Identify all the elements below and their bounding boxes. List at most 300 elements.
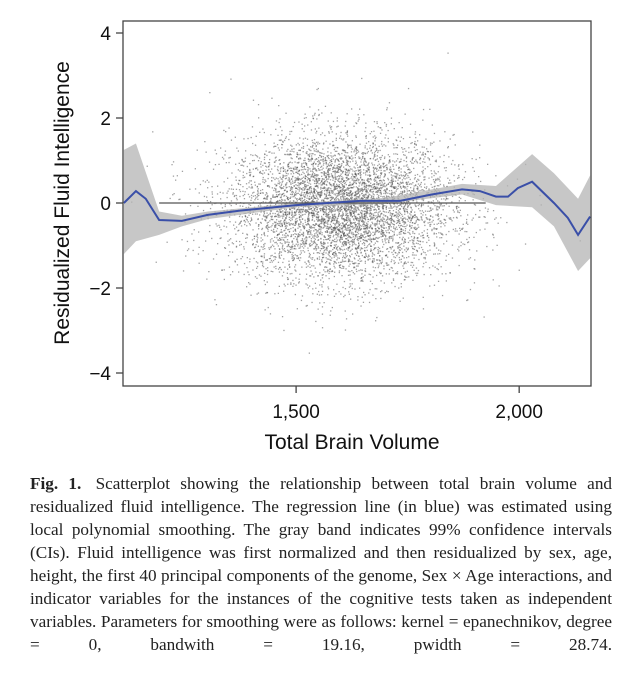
scatter-point <box>331 257 332 258</box>
scatter-point <box>309 264 310 265</box>
scatter-point <box>347 134 348 135</box>
scatter-point <box>371 210 372 211</box>
scatter-point <box>393 280 394 281</box>
scatter-point <box>318 164 319 165</box>
scatter-point <box>250 154 251 155</box>
scatter-point <box>298 182 299 183</box>
scatter-point <box>374 224 375 225</box>
scatter-point <box>314 180 315 181</box>
scatter-point <box>407 271 408 272</box>
scatter-point <box>366 256 367 257</box>
scatter-point <box>236 241 237 242</box>
scatter-point <box>449 206 450 207</box>
scatter-point <box>293 148 294 149</box>
scatter-point <box>327 242 328 243</box>
scatter-point <box>278 239 279 240</box>
scatter-point <box>291 146 292 147</box>
scatter-point <box>405 261 406 262</box>
scatter-point <box>414 270 415 271</box>
scatter-point <box>389 273 390 274</box>
scatter-point <box>347 152 348 153</box>
scatter-point <box>424 274 425 275</box>
scatter-point <box>291 192 292 193</box>
scatter-point <box>318 128 319 129</box>
scatter-point <box>326 167 327 168</box>
scatter-point <box>380 219 381 220</box>
scatter-point <box>309 234 310 235</box>
scatter-point <box>339 247 340 248</box>
scatter-point <box>314 259 315 260</box>
scatter-point <box>247 138 248 139</box>
scatter-point <box>248 282 249 283</box>
scatter-point <box>422 241 423 242</box>
scatter-point <box>348 189 349 190</box>
scatter-point <box>327 224 328 225</box>
scatter-point <box>381 157 382 158</box>
scatter-point <box>431 176 432 177</box>
scatter-point <box>280 220 281 221</box>
scatter-point <box>370 145 371 146</box>
scatter-point <box>422 210 423 211</box>
scatter-point <box>258 218 259 219</box>
scatter-point <box>294 193 295 194</box>
scatter-point <box>355 207 356 208</box>
scatter-point <box>412 209 413 210</box>
scatter-point <box>353 151 354 152</box>
scatter-point <box>319 256 320 257</box>
scatter-point <box>385 292 386 293</box>
scatter-point <box>339 291 340 292</box>
scatter-point <box>310 198 311 199</box>
scatter-point <box>374 135 375 136</box>
scatter-point <box>332 206 333 207</box>
scatter-point <box>362 156 363 157</box>
scatter-point <box>325 232 326 233</box>
scatter-point <box>252 214 253 215</box>
scatter-point <box>400 247 401 248</box>
scatter-point <box>188 248 189 249</box>
scatter-point <box>305 222 306 223</box>
scatter-point <box>436 233 437 234</box>
scatter-point <box>258 226 259 227</box>
scatter-point <box>402 127 403 128</box>
scatter-point <box>430 210 431 211</box>
scatter-point <box>318 183 319 184</box>
scatter-point <box>337 186 338 187</box>
scatter-point <box>268 162 269 163</box>
scatter-point <box>366 194 367 195</box>
scatter-point <box>211 238 212 239</box>
scatter-point <box>285 113 286 114</box>
scatter-point <box>267 259 268 260</box>
scatter-point <box>388 138 389 139</box>
scatter-point <box>367 175 368 176</box>
scatter-point <box>375 238 376 239</box>
scatter-point <box>342 243 343 244</box>
scatter-point <box>464 177 465 178</box>
scatter-point <box>366 192 367 193</box>
scatter-point <box>249 169 250 170</box>
scatter-point <box>369 227 370 228</box>
scatter-point <box>273 240 274 241</box>
scatter-point <box>324 267 325 268</box>
scatter-point <box>227 241 228 242</box>
scatter-point <box>236 198 237 199</box>
scatter-point <box>420 163 421 164</box>
scatter-point <box>290 154 291 155</box>
scatter-point <box>348 156 349 157</box>
scatter-point <box>258 117 259 118</box>
scatter-point <box>274 253 275 254</box>
scatter-point <box>403 160 404 161</box>
scatter-point <box>342 172 343 173</box>
scatter-point <box>328 246 329 247</box>
scatter-point <box>356 162 357 163</box>
scatter-point <box>407 193 408 194</box>
scatter-point <box>434 133 435 134</box>
scatter-point <box>405 204 406 205</box>
scatter-point <box>372 283 373 284</box>
scatter-point <box>479 210 480 211</box>
scatter-point <box>349 247 350 248</box>
scatter-point <box>340 198 341 199</box>
scatter-point <box>493 210 494 211</box>
scatter-point <box>433 228 434 229</box>
scatter-point <box>318 291 319 292</box>
scatter-point <box>359 109 360 110</box>
scatter-point <box>479 145 480 146</box>
scatter-point <box>286 242 287 243</box>
scatter-point <box>316 244 317 245</box>
scatter-point <box>494 219 495 220</box>
scatter-point <box>242 165 243 166</box>
scatter-point <box>307 284 308 285</box>
scatter-point <box>358 117 359 118</box>
scatter-point <box>457 178 458 179</box>
scatter-point <box>292 193 293 194</box>
scatter-point <box>375 167 376 168</box>
scatter-point <box>311 157 312 158</box>
scatter-point <box>312 192 313 193</box>
scatter-point <box>312 288 313 289</box>
scatter-point <box>379 206 380 207</box>
scatter-point <box>324 237 325 238</box>
scatter-point <box>379 190 380 191</box>
scatter-point <box>391 252 392 253</box>
scatter-point <box>254 236 255 237</box>
scatter-point <box>400 250 401 251</box>
scatter-point <box>390 212 391 213</box>
scatter-point <box>335 159 336 160</box>
scatter-point <box>258 193 259 194</box>
scatter-point <box>316 200 317 201</box>
scatter-point <box>352 245 353 246</box>
scatter-point <box>405 219 406 220</box>
scatter-point <box>265 181 266 182</box>
scatter-point <box>342 249 343 250</box>
scatter-point <box>306 198 307 199</box>
scatter-point <box>216 223 217 224</box>
scatter-point <box>296 234 297 235</box>
scatter-point <box>217 186 218 187</box>
scatter-point <box>430 142 431 143</box>
scatter-point <box>298 212 299 213</box>
scatter-point <box>212 204 213 205</box>
scatter-point <box>308 216 309 217</box>
scatter-point <box>330 179 331 180</box>
scatter-point <box>486 246 487 247</box>
scatter-point <box>238 271 239 272</box>
scatter-point <box>231 140 232 141</box>
scatter-point <box>289 178 290 179</box>
scatter-point <box>383 166 384 167</box>
scatter-point <box>480 181 481 182</box>
scatter-point <box>304 185 305 186</box>
scatter-point <box>353 267 354 268</box>
scatter-point <box>252 229 253 230</box>
scatter-point <box>388 183 389 184</box>
scatter-point <box>402 265 403 266</box>
scatter-point <box>240 191 241 192</box>
scatter-point <box>422 173 423 174</box>
scatter-point <box>353 222 354 223</box>
scatter-point <box>438 232 439 233</box>
scatter-point <box>369 258 370 259</box>
scatter-point <box>286 187 287 188</box>
scatter-point <box>351 233 352 234</box>
scatter-point <box>476 250 477 251</box>
scatter-point <box>293 260 294 261</box>
scatter-point <box>288 250 289 251</box>
scatter-point <box>252 126 253 127</box>
scatter-point <box>428 188 429 189</box>
scatter-point <box>337 249 338 250</box>
scatter-point <box>362 188 363 189</box>
scatter-point <box>338 126 339 127</box>
scatter-point <box>204 141 205 142</box>
scatter-point <box>334 261 335 262</box>
scatter-point <box>392 214 393 215</box>
scatter-point <box>231 188 232 189</box>
scatter-point <box>364 196 365 197</box>
scatter-point <box>467 242 468 243</box>
scatter-point <box>205 240 206 241</box>
scatter-point <box>332 180 333 181</box>
scatter-point <box>415 160 416 161</box>
scatter-point <box>330 188 331 189</box>
scatter-point <box>385 242 386 243</box>
scatter-point <box>259 157 260 158</box>
scatter-point <box>260 256 261 257</box>
scatter-point <box>275 256 276 257</box>
scatter-point <box>352 249 353 250</box>
scatter-point <box>416 228 417 229</box>
scatter-point <box>307 221 308 222</box>
scatter-point <box>364 240 365 241</box>
scatter-point <box>323 269 324 270</box>
scatter-point <box>322 218 323 219</box>
scatter-point <box>372 295 373 296</box>
scatter-point <box>225 248 226 249</box>
scatter-point <box>362 248 363 249</box>
scatter-point <box>408 190 409 191</box>
scatter-point <box>374 270 375 271</box>
scatter-point <box>257 235 258 236</box>
scatter-point <box>333 235 334 236</box>
scatter-point <box>175 180 176 181</box>
scatter-point <box>280 168 281 169</box>
scatter-point <box>295 270 296 271</box>
scatter-point <box>338 222 339 223</box>
scatter-point <box>420 184 421 185</box>
scatter-point <box>386 212 387 213</box>
scatter-point <box>525 243 526 244</box>
scatter-point <box>421 206 422 207</box>
scatter-point <box>312 259 313 260</box>
scatter-point <box>370 206 371 207</box>
scatter-point <box>288 173 289 174</box>
scatter-point <box>375 228 376 229</box>
scatter-point <box>426 186 427 187</box>
scatter-point <box>339 270 340 271</box>
scatter-point <box>407 232 408 233</box>
scatter-point <box>320 231 321 232</box>
scatter-point <box>268 214 269 215</box>
scatter-point <box>318 247 319 248</box>
scatter-point <box>484 229 485 230</box>
scatter-point <box>365 160 366 161</box>
scatter-point <box>283 213 284 214</box>
scatter-point <box>429 285 430 286</box>
scatter-point <box>370 185 371 186</box>
scatter-point <box>348 217 349 218</box>
scatter-point <box>344 249 345 250</box>
scatter-point <box>439 237 440 238</box>
scatter-point <box>357 236 358 237</box>
scatter-point <box>388 196 389 197</box>
scatter-point <box>438 250 439 251</box>
scatter-point <box>233 192 234 193</box>
scatter-point <box>316 146 317 147</box>
scatter-point <box>321 169 322 170</box>
scatter-point <box>378 214 379 215</box>
scatter-point <box>264 257 265 258</box>
scatter-point <box>315 189 316 190</box>
scatter-point <box>272 213 273 214</box>
scatter-point <box>352 187 353 188</box>
scatter-point <box>385 215 386 216</box>
scatter-point <box>372 213 373 214</box>
scatter-point <box>379 180 380 181</box>
scatter-point <box>279 164 280 165</box>
scatter-point <box>403 298 404 299</box>
scatter-point <box>377 212 378 213</box>
scatter-point <box>303 250 304 251</box>
scatter-point <box>267 267 268 268</box>
scatter-point <box>406 161 407 162</box>
scatter-point <box>327 286 328 287</box>
scatter-point <box>355 154 356 155</box>
scatter-point <box>371 191 372 192</box>
scatter-point <box>279 251 280 252</box>
scatter-point <box>363 221 364 222</box>
scatter-point <box>298 171 299 172</box>
scatter-point <box>288 244 289 245</box>
scatter-point <box>291 131 292 132</box>
scatter-point <box>293 151 294 152</box>
scatter-point <box>369 302 370 303</box>
scatter-point <box>315 229 316 230</box>
scatter-point <box>350 178 351 179</box>
scatter-point <box>314 215 315 216</box>
scatter-point <box>365 253 366 254</box>
scatter-point <box>264 132 265 133</box>
scatter-point <box>345 288 346 289</box>
scatter-point <box>303 183 304 184</box>
scatter-point <box>385 165 386 166</box>
scatter-point <box>378 196 379 197</box>
scatter-point <box>317 186 318 187</box>
scatter-point <box>372 223 373 224</box>
scatter-point <box>304 251 305 252</box>
scatter-point <box>383 144 384 145</box>
scatter-point <box>291 149 292 150</box>
scatter-point <box>240 222 241 223</box>
scatter-point <box>423 158 424 159</box>
scatter-point <box>392 175 393 176</box>
scatter-point <box>397 218 398 219</box>
scatter-point <box>331 197 332 198</box>
scatter-point <box>364 243 365 244</box>
scatter-point <box>394 161 395 162</box>
scatter-point <box>283 239 284 240</box>
scatter-point <box>342 193 343 194</box>
scatter-point <box>264 159 265 160</box>
scatter-point <box>282 234 283 235</box>
scatter-point <box>251 220 252 221</box>
scatter-point <box>399 122 400 123</box>
scatter-point <box>322 291 323 292</box>
scatter-point <box>346 175 347 176</box>
scatter-point <box>352 197 353 198</box>
scatter-point <box>239 216 240 217</box>
scatter-point <box>264 157 265 158</box>
scatter-point <box>417 224 418 225</box>
scatter-point <box>382 275 383 276</box>
scatter-point <box>286 151 287 152</box>
scatter-point <box>475 214 476 215</box>
scatter-point <box>370 249 371 250</box>
scatter-point <box>292 212 293 213</box>
scatter-point <box>388 179 389 180</box>
scatter-point <box>459 169 460 170</box>
scatter-point <box>333 211 334 212</box>
scatter-point <box>411 190 412 191</box>
scatter-point <box>331 199 332 200</box>
scatter-point <box>256 136 257 137</box>
scatter-point <box>263 177 264 178</box>
scatter-point <box>413 190 414 191</box>
scatter-point <box>299 170 300 171</box>
scatter-point <box>348 291 349 292</box>
scatter-point <box>373 184 374 185</box>
scatter-point <box>253 176 254 177</box>
scatter-point <box>328 164 329 165</box>
scatter-point <box>315 272 316 273</box>
scatter-point <box>336 244 337 245</box>
scatter-point <box>301 182 302 183</box>
scatter-point <box>333 183 334 184</box>
